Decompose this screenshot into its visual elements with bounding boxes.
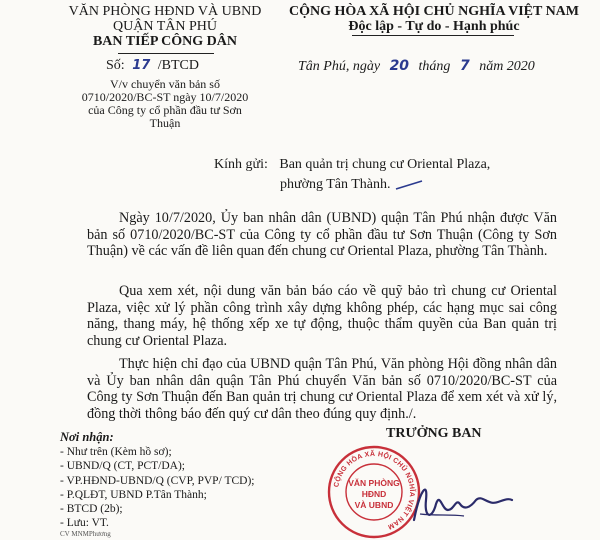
recipient-item: - VP.HĐND-UBND/Q (CVP, PVP/ TCD); (60, 474, 255, 487)
body-paragraph-2: Qua xem xét, nội dung văn bản báo cáo về quỹ bảo trì chung cư Oriental Plaza, việc xử lý phần công trình xây dựng không phép, các hạng mục sai công năng, thang máy, hệ thống xếp xe tự động, thuộc thẩm quyền của Ban quản trị chung cư Oriental Plaza. (87, 283, 557, 349)
addressee-block (214, 155, 490, 175)
agency-underline (118, 53, 214, 54)
seal-line-1: VĂN PHÒNG (348, 478, 400, 488)
recipient-item: - BTCD (2b); (60, 503, 123, 516)
addressee-line-2-wrap (280, 175, 424, 195)
recipient-item: - Như trên (Kèm hồ sơ); (60, 446, 172, 459)
doc-number-label: Số: (106, 58, 125, 73)
date-day: 20 (389, 58, 410, 74)
seal-line-2: HĐND (361, 489, 387, 499)
date-prefix: Tân Phú, ngày (298, 59, 381, 74)
recipients-block (60, 430, 320, 538)
body-paragraph-3: Thực hiện chỉ đạo của UBND quận Tân Phú, Văn phòng Hội đồng nhân dân và Ủy ban nhân dân quận Tân Phú chuyển Văn bản số 0710/2020/BC-ST của Công ty Sơn Thuận đến Ban quản trị chung cư Oriental Plaza để xem xét và xử lý, đồng thời thông báo đến quý cư dân theo đúng quy định./. (87, 356, 557, 422)
seal-line-3: VÀ UBND (354, 500, 394, 510)
recipient-item: - P.QLĐT, UBND P.Tân Thành; (60, 488, 207, 501)
recipients-title: Nơi nhận: (60, 430, 114, 444)
addressee-label: Kính gửi: (214, 157, 268, 172)
handwritten-tick-mark (394, 179, 424, 191)
subject-line-4: Thuận (149, 116, 181, 130)
motto-underline (352, 35, 514, 36)
date-line (298, 58, 593, 75)
date-year: năm 2020 (479, 59, 535, 74)
body-paragraph-1: Ngày 10/7/2020, Ủy ban nhân dân (UBND) quận Tân Phú nhận được Văn bản số 0710/2020/BC-ST của Công ty cổ phần đầu tư Sơn Thuận (Công ty Sơn Thuận) về các vấn đề liên quan đến chung cư Oriental Plaza, phường Tân Thành. (87, 210, 557, 260)
signature-title: TRƯỞNG BAN (386, 426, 482, 441)
national-title: CỘNG HÒA XÃ HỘI CHỦ NGHĨA VIỆT NAM (288, 4, 579, 19)
recipient-item: - Lưu: VT. (60, 517, 109, 530)
addressee-line-1: Ban quản trị chung cư Oriental Plaza, (279, 157, 491, 172)
handwritten-signature (406, 470, 516, 530)
subject-line-3: của Công ty cổ phần đầu tư Sơn (88, 103, 242, 117)
recipient-item: - UBND/Q (CT, PCT/DA); (60, 460, 186, 473)
agency-line-2: QUẬN TÂN PHÚ (113, 19, 217, 34)
addressee-line-2: phường Tân Thành. (280, 177, 391, 192)
issuing-agency (50, 4, 280, 49)
seal-ring-textpath: CỘNG HÒA XÃ HỘI CHỦ NGHĨA VIỆT NAM (333, 450, 416, 531)
subject-block (45, 78, 285, 130)
agency-line-3: BAN TIẾP CÔNG DÂN (92, 34, 238, 49)
date-month-label: tháng (418, 59, 451, 74)
subject-line-2: 0710/2020/BC-ST ngày 10/7/2020 (81, 90, 249, 104)
date-month: 7 (459, 58, 470, 74)
agency-line-1: VĂN PHÒNG HĐND VÀ UBND (68, 4, 262, 19)
document-number (106, 58, 199, 74)
doc-number-handwritten: 17 (132, 58, 151, 73)
national-motto: Độc lập - Tự do - Hạnh phúc (348, 19, 520, 34)
doc-number-suffix: /BTCD (157, 58, 200, 73)
recipient-cut-line: CV MNMPhương (60, 530, 111, 539)
national-header (278, 4, 590, 34)
subject-line-1: V/v chuyển văn bản số (110, 77, 220, 91)
